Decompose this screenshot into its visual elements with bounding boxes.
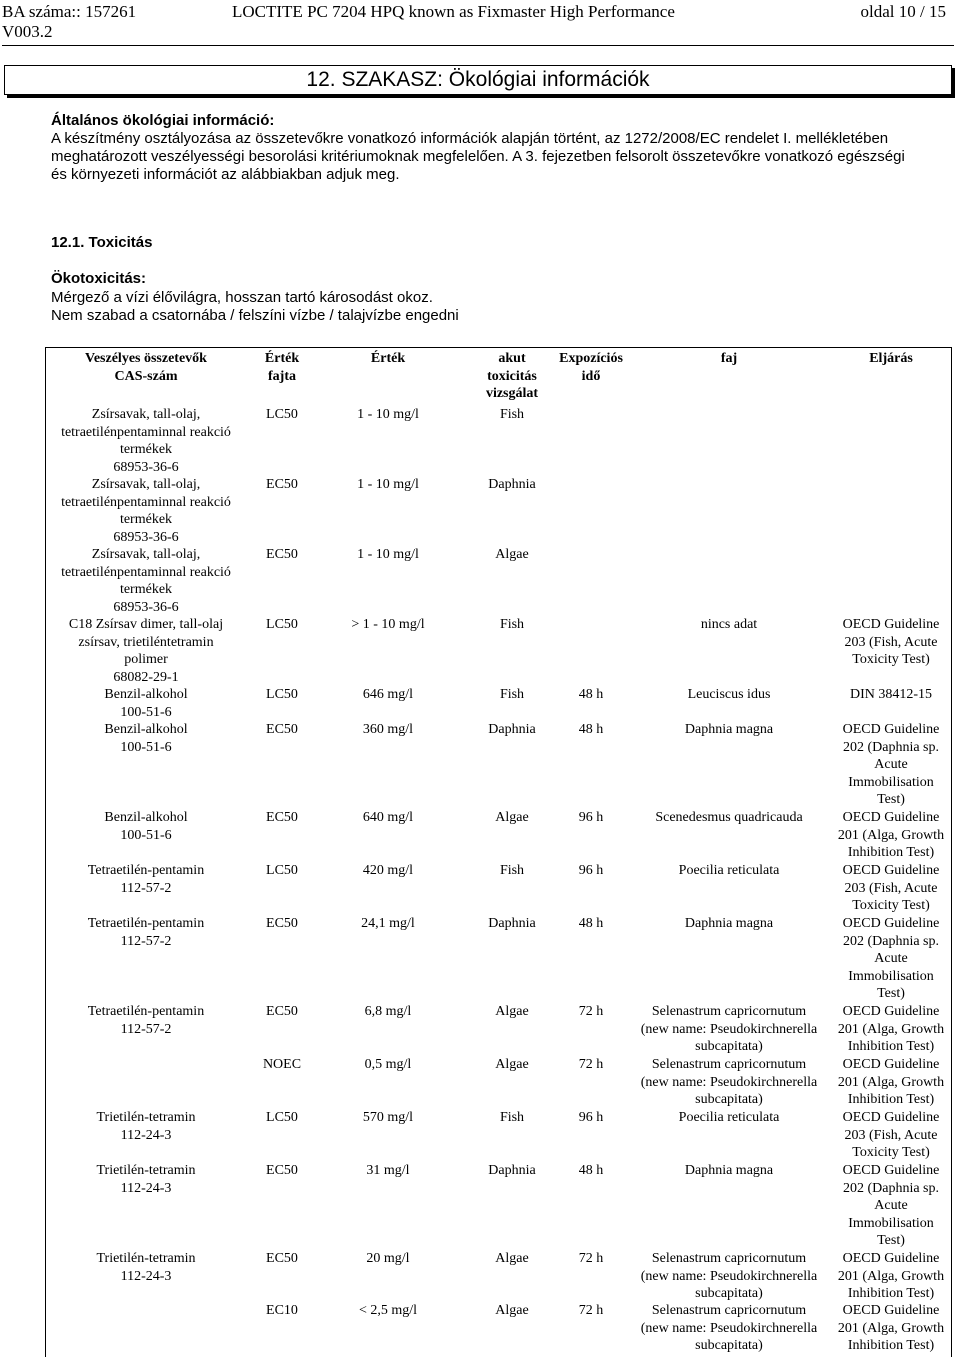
column-header: Expozíciós idő	[559, 351, 623, 384]
table-cell-method: OECD Guideline 201 (Alga, Growth Inhibition Test)	[837, 1057, 945, 1108]
general-line-1: A készítmény osztályozása az összetevőkre vonatkozó információk alapján történt, az 1272/2008/EC rendelet I. mellékletében	[51, 130, 889, 147]
table-cell-type: EC50	[266, 1251, 298, 1266]
table-cell-value: 24,1 mg/l	[361, 916, 415, 931]
column-header: Eljárás	[869, 351, 913, 366]
column-header: Veszélyes összetevők CAS-szám	[85, 351, 207, 384]
table-cell-substance: Zsírsavak, tall-olaj, tetraetilénpentaminnal reakció termékek 68953-36-6	[61, 547, 231, 615]
table-cell-test: Algae	[495, 1251, 529, 1266]
table-cell-method: OECD Guideline 201 (Alga, Growth Inhibition Test)	[837, 1251, 945, 1302]
table-cell-value: 640 mg/l	[362, 810, 414, 825]
table-cell-value: 0,5 mg/l	[364, 1057, 412, 1072]
table-cell-value: 1 - 10 mg/l	[357, 407, 419, 422]
table-cell-substance: Tetraetilén-pentamin 112-57-2	[87, 863, 205, 896]
table-cell-type: EC50	[266, 477, 298, 492]
table-cell-species: nincs adat	[700, 617, 758, 632]
header-divider	[2, 45, 954, 46]
table-cell-test: Algae	[495, 1303, 529, 1318]
table-cell-value: 6,8 mg/l	[364, 1004, 412, 1019]
table-cell-method: OECD Guideline 201 (Alga, Growth Inhibition Test)	[837, 810, 945, 861]
product-name: LOCTITE PC 7204 HPQ known as Fixmaster High Performance	[232, 2, 675, 21]
table-cell-type: EC50	[266, 916, 298, 931]
table-cell-species: Daphnia magna	[684, 1163, 774, 1178]
table-cell-type: LC50	[266, 1110, 298, 1125]
table-cell-species: Daphnia magna	[684, 916, 774, 931]
column-header: Érték fajta	[264, 351, 300, 384]
general-line-2: meghatározott veszélyességi besorolási kritériumoknak megfelelően. A 3. fejezetben felsorolt összetevőkre vonatkozó egészségi	[51, 148, 905, 165]
table-cell-value: > 1 - 10 mg/l	[351, 617, 425, 632]
table-cell-time: 48 h	[578, 916, 604, 931]
table-cell-type: EC50	[266, 1163, 298, 1178]
table-cell-substance: Trietilén-tetramin 112-24-3	[96, 1110, 196, 1143]
table-cell-type: LC50	[266, 687, 298, 702]
table-cell-test: Algae	[495, 547, 529, 562]
table-cell-species: Selenastrum capricornutum (new name: Pseudokirchnerella subcapitata)	[640, 1251, 818, 1302]
table-cell-type: LC50	[266, 617, 298, 632]
table-cell-substance: Tetraetilén-pentamin 112-57-2	[87, 1004, 205, 1037]
table-cell-time: 48 h	[578, 1163, 604, 1178]
table-cell-method: OECD Guideline 201 (Alga, Growth Inhibition Test)	[837, 1004, 945, 1055]
table-cell-substance: Tetraetilén-pentamin 112-57-2	[87, 916, 205, 949]
table-cell-time: 48 h	[578, 722, 604, 737]
table-cell-substance: Trietilén-tetramin 112-24-3	[96, 1251, 196, 1284]
column-header: akut toxicitás vizsgálat	[485, 351, 539, 402]
table-cell-time: 96 h	[578, 863, 604, 878]
table-cell-method: OECD Guideline 202 (Daphnia sp. Acute Immobilisation Test)	[842, 722, 940, 808]
table-cell-species: Daphnia magna	[684, 722, 774, 737]
table-cell-substance: Zsírsavak, tall-olaj, tetraetilénpentaminnal reakció termékek 68953-36-6	[61, 407, 231, 475]
table-cell-type: NOEC	[262, 1057, 302, 1072]
table-cell-value: 31 mg/l	[366, 1163, 410, 1178]
table-cell-time: 72 h	[578, 1303, 604, 1318]
table-cell-value: 360 mg/l	[362, 722, 414, 737]
ecotox-heading: Ökotoxicitás:	[51, 270, 147, 287]
table-cell-time: 72 h	[578, 1251, 604, 1266]
table-cell-value: 20 mg/l	[366, 1251, 410, 1266]
table-cell-method: OECD Guideline 203 (Fish, Acute Toxicity Test)	[842, 1110, 940, 1161]
table-cell-time: 72 h	[578, 1057, 604, 1072]
table-cell-type: EC50	[266, 1004, 298, 1019]
table-cell-time: 96 h	[578, 1110, 604, 1125]
table-cell-value: 420 mg/l	[362, 863, 414, 878]
general-line-3: és környezeti információt az alábbiakban adjuk meg.	[51, 166, 400, 183]
table-cell-type: LC50	[266, 863, 298, 878]
table-cell-test: Fish	[499, 863, 525, 878]
table-cell-test: Algae	[495, 810, 529, 825]
table-cell-value: 646 mg/l	[362, 687, 414, 702]
page-number: oldal 10 / 15	[860, 2, 946, 21]
subsection-title: 12.1. Toxicitás	[51, 234, 153, 251]
table-cell-test: Daphnia	[488, 477, 536, 492]
table-cell-substance: Benzil-alkohol 100-51-6	[104, 810, 188, 843]
table-cell-test: Fish	[499, 407, 525, 422]
table-cell-method: OECD Guideline 203 (Fish, Acute Toxicity Test)	[842, 617, 940, 668]
table-cell-species: Poecilia reticulata	[678, 863, 780, 878]
table-cell-test: Fish	[499, 617, 525, 632]
table-cell-substance: C18 Zsírsav dimer, tall-olaj zsírsav, trietiléntetramin polimer 68082-29-1	[68, 617, 224, 685]
table-cell-test: Fish	[499, 1110, 525, 1125]
table-cell-test: Algae	[495, 1004, 529, 1019]
table-cell-species: Scenedesmus quadricauda	[655, 810, 803, 825]
table-cell-substance: Benzil-alkohol 100-51-6	[104, 722, 188, 755]
table-cell-value: 1 - 10 mg/l	[357, 477, 419, 492]
table-cell-value: 570 mg/l	[362, 1110, 414, 1125]
table-cell-method: OECD Guideline 201 (Alga, Growth Inhibition Test)	[837, 1303, 945, 1354]
table-cell-method: OECD Guideline 202 (Daphnia sp. Acute Immobilisation Test)	[842, 916, 940, 1002]
document-number: BA száma:: 157261	[2, 2, 137, 21]
table-cell-type: EC50	[266, 810, 298, 825]
toxicity-table	[45, 347, 952, 1357]
table-cell-species: Leuciscus idus	[687, 687, 771, 702]
table-cell-species: Selenastrum capricornutum (new name: Pseudokirchnerella subcapitata)	[640, 1004, 818, 1055]
table-cell-value: 1 - 10 mg/l	[357, 547, 419, 562]
ecotox-line-1: Mérgező a vízi élővilágra, hosszan tartó károsodást okoz.	[51, 289, 433, 306]
table-cell-time: 96 h	[578, 810, 604, 825]
table-cell-test: Daphnia	[488, 1163, 536, 1178]
table-cell-method: OECD Guideline 202 (Daphnia sp. Acute Immobilisation Test)	[842, 1163, 940, 1249]
table-cell-method: OECD Guideline 203 (Fish, Acute Toxicity Test)	[842, 863, 940, 914]
table-cell-time: 48 h	[578, 687, 604, 702]
table-cell-type: EC50	[266, 547, 298, 562]
table-cell-time: 72 h	[578, 1004, 604, 1019]
column-header: faj	[720, 351, 738, 366]
table-cell-test: Daphnia	[488, 916, 536, 931]
table-cell-species: Poecilia reticulata	[678, 1110, 780, 1125]
table-cell-test: Algae	[495, 1057, 529, 1072]
table-cell-type: EC10	[266, 1303, 298, 1318]
table-cell-test: Fish	[499, 687, 525, 702]
table-cell-test: Daphnia	[488, 722, 536, 737]
table-cell-value: < 2,5 mg/l	[358, 1303, 418, 1318]
table-cell-method: DIN 38412-15	[849, 687, 933, 702]
table-cell-substance: Benzil-alkohol 100-51-6	[104, 687, 188, 720]
table-cell-substance: Trietilén-tetramin 112-24-3	[96, 1163, 196, 1196]
ecotox-line-2: Nem szabad a csatornába / felszíni vízbe / talajvízbe engedni	[51, 307, 459, 324]
section-title: 12. SZAKASZ: Ökológiai információk	[4, 65, 952, 95]
table-cell-type: LC50	[266, 407, 298, 422]
general-heading: Általános ökológiai információ:	[51, 112, 275, 129]
table-cell-type: EC50	[266, 722, 298, 737]
column-header: Érték	[370, 351, 406, 366]
table-cell-species: Selenastrum capricornutum (new name: Pseudokirchnerella subcapitata)	[640, 1057, 818, 1108]
document-version: V003.2	[2, 22, 53, 41]
table-cell-substance: Zsírsavak, tall-olaj, tetraetilénpentaminnal reakció termékek 68953-36-6	[61, 477, 231, 545]
table-cell-species: Selenastrum capricornutum (new name: Pseudokirchnerella subcapitata)	[640, 1303, 818, 1354]
